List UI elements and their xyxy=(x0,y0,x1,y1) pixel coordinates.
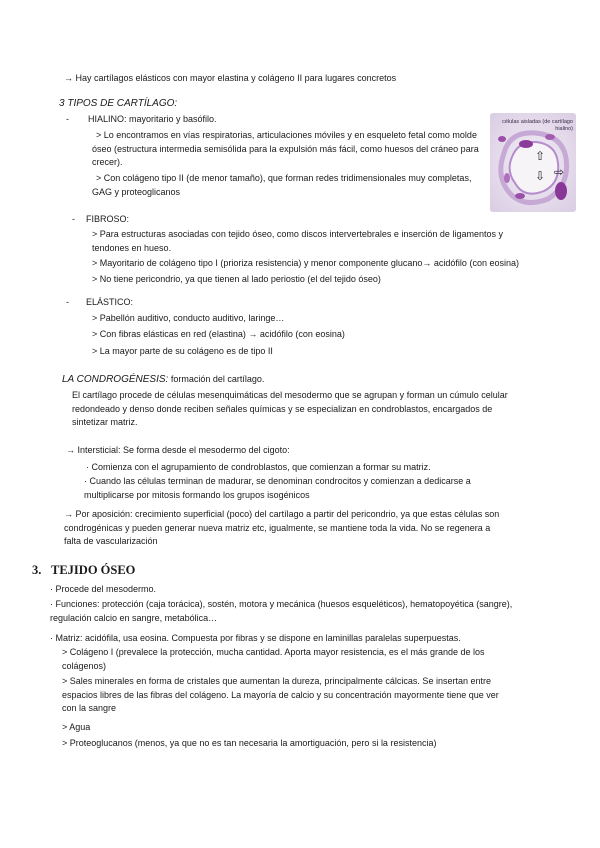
matriz-item-4: > Proteoglucanos (menos, ya que no es tan necesaria la amortiguación, pero si la resistencia) xyxy=(62,738,437,748)
fibroso-paragraph-3: > No tiene pericondrio, ya que tienen al lado periostio (el del tejido óseo) xyxy=(92,274,381,284)
condrogenesis-heading-line xyxy=(62,373,264,386)
fibroso-title: FIBROSO: xyxy=(86,214,130,224)
intersticial-line: → Intersticial: Se forma desde el mesodermo del cigoto: xyxy=(66,445,290,455)
matriz-item-2: > Sales minerales en forma de cristales que aumentan la dureza, principalmente cálcicas. Se insertan entre espacios libres de las fibras del colágeno. La mayoría de calcio y su concentración mayormente tiene que ver con la sangre xyxy=(62,676,499,713)
bullet-dash: - xyxy=(72,214,75,224)
arrow-up-icon: ⇧ xyxy=(535,149,546,163)
tipos-heading: 3 TIPOS DE CARTÍLAGO: xyxy=(59,98,178,109)
elastico-paragraph-2: > Con fibras elásticas en red (elastina) → acidófilo (con eosina) xyxy=(92,329,345,339)
arrow-down-icon: ⇩ xyxy=(535,169,546,183)
aposicion-paragraph: → Por aposición: crecimiento superficial (poco) del cartílago a partir del pericondrio, ya que estas células son condrogénicas y pueden generar nueva matriz etc, igualmente, se mantiene toda la vida. No se regenera a falta de vascularización xyxy=(64,509,500,546)
fibroso-paragraph-1: > Para estructuras asociadas con tejido óseo, como discos intervertebrales e inserción de ligamentos y tendones en hueso. xyxy=(92,229,503,253)
intro-line: → Hay cartílagos elásticos con mayor elastina y colágeno II para lugares concretos xyxy=(64,73,397,83)
section-title: TEJIDO ÓSEO xyxy=(51,563,136,577)
elastico-paragraph-1: > Pabellón auditivo, conducto auditivo, laringe… xyxy=(92,313,285,323)
oseo-point-2: · Funciones: protección (caja torácica), sostén, motora y mecánica (huesos esqueléticos), hematopoyética (sangre), regulación calcio en sangre, metabólica… xyxy=(50,599,513,623)
intersticial-point-1: · Comienza con el agrupamiento de condroblastos, que comienzan a formar su matriz. xyxy=(86,462,431,472)
section-number: 3. xyxy=(32,563,42,577)
matriz-item-3: > Agua xyxy=(62,722,91,732)
arrow-right-icon: ⇨ xyxy=(554,165,565,179)
hialino-title: HIALINO: mayoritario y basófilo. xyxy=(88,114,217,124)
cartilage-micrograph xyxy=(490,113,576,212)
oseo-point-3: · Matriz: acidófila, usa eosina. Compuesta por fibras y se dispone en laminillas paralelas superpuestas. xyxy=(50,633,461,643)
fibroso-paragraph-2: > Mayoritario de colágeno tipo I (prioriza resistencia) y menor componente glucano→ acidófilo (con eosina) xyxy=(92,258,519,268)
condrogenesis-heading: LA CONDROGÉNESIS: xyxy=(62,374,169,385)
bullet-dash: - xyxy=(66,114,69,124)
condrogenesis-paragraph: El cartílago procede de células mesenquimáticas del mesodermo que se agrupan y forman un cúmulo celular redondeado y denso donde reciben señales químicas y se especializan en condroblastos, encargados de sintetizar matriz. xyxy=(72,390,508,427)
bullet-dash: - xyxy=(66,297,69,307)
intersticial-point-2: · Cuando las células terminan de madurar, se denominan condrocitos y comienzan a dedicarse a multiplicarse por mitosis formando los grupos isogénicos xyxy=(84,476,471,500)
matriz-item-1: > Colágeno I (prevalece la protección, mucha cantidad. Aporta mayor resistencia, es el más grande de los colágenos) xyxy=(62,647,485,671)
elastico-title: ELÁSTICO: xyxy=(86,297,134,307)
micrograph-caption: células aisladas (de cartílago hialino) xyxy=(502,119,573,132)
elastico-paragraph-3: > La mayor parte de su colágeno es de tipo II xyxy=(92,346,273,356)
condrogenesis-heading-rest: formación del cartílago. xyxy=(168,374,265,384)
hialino-paragraph-2: > Con colágeno tipo II (de menor tamaño), que forman redes tridimensionales muy completas, GAG y proteoglicanos xyxy=(92,173,472,197)
hialino-paragraph-1: > Lo encontramos en vías respiratorias, articulaciones móviles y en esqueleto fetal como molde óseo (estructura intermedia semisólida para la expulsión más fácil, como huesos del cráneo para crecer). xyxy=(92,130,479,167)
oseo-point-1: · Procede del mesodermo. xyxy=(50,584,157,594)
